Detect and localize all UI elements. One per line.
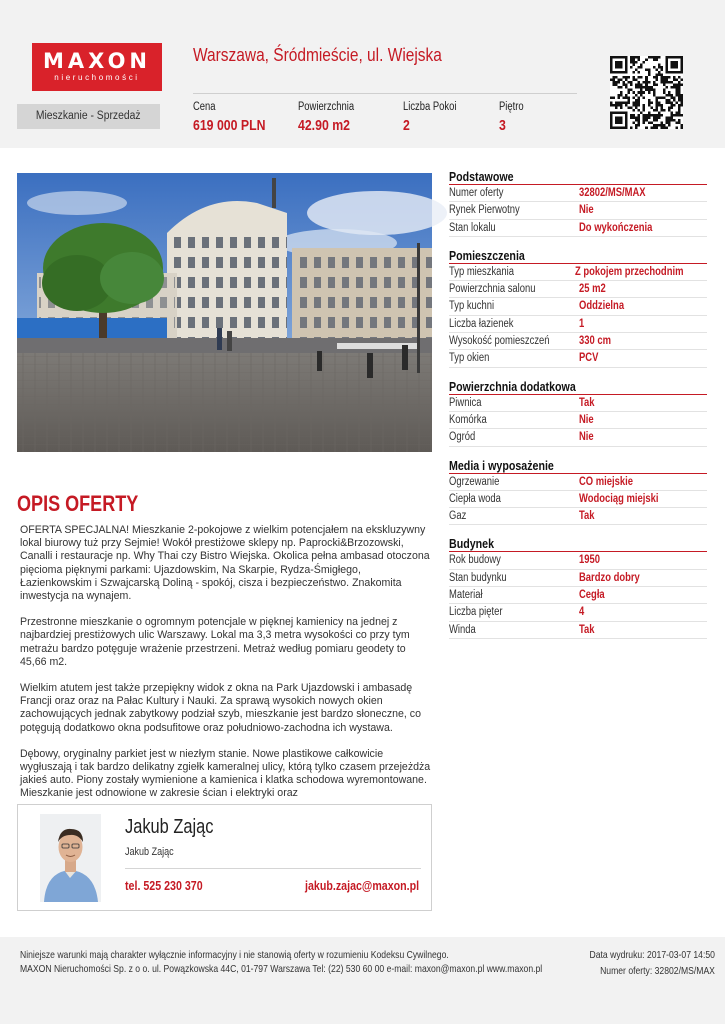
- detail-value-text: Tak: [579, 396, 595, 409]
- detail-row: [449, 316, 707, 333]
- stat-value: 2: [403, 117, 410, 134]
- footer-info: [20, 948, 542, 976]
- detail-row: [449, 350, 707, 367]
- detail-key-text: Ogrzewanie: [449, 475, 500, 488]
- detail-row: [449, 281, 707, 298]
- agent-email-link[interactable]: jakub.zajac@maxon.pl: [304, 878, 419, 893]
- page-footer: [0, 937, 725, 1024]
- stat-label: Cena: [193, 101, 216, 113]
- detail-row: [449, 202, 707, 219]
- detail-row: [449, 552, 707, 569]
- description-paragraph: OFERTA SPECJALNA! Mieszkanie 2-pokojowe z wielkim potencjałem na ekskluzywny lokal biurowy tuż przy Sejmie! Wokół prestiżowe sklepy np. Paprocki&Brzozowski, Canalli i restauracje np. Why Thai czy Bistro Wiejska. Okolica pełna ambasad otoczona pięcioma pięknymi parkami: Ujazdowskim, Na Skarpie, Rydza-Śmigłego, Łazienkowskim i Szwajcarską Doliną - spokój, cisza i bezpieczeństwo. Znakomita inwestycja na wynajem.: [20, 524, 430, 603]
- detail-value-text: Tak: [579, 510, 595, 523]
- detail-value-text: 32802/MS/MAX: [579, 187, 646, 199]
- detail-value: [579, 604, 707, 620]
- stat-price: [193, 101, 281, 134]
- detail-value: [579, 395, 707, 411]
- qr-code-icon[interactable]: [610, 56, 683, 129]
- detail-key-text: Winda: [449, 623, 476, 636]
- detail-key: [449, 281, 579, 297]
- detail-value: [579, 508, 707, 524]
- maxon-logo: [32, 43, 162, 91]
- detail-key-text: Stan budynku: [449, 571, 507, 584]
- detail-value-text: Nie: [579, 204, 594, 217]
- stat-label: Piętro: [499, 101, 524, 113]
- detail-value-text: Tak: [579, 623, 595, 636]
- detail-value-text: Bardzo dobry: [579, 571, 640, 584]
- footer-company: MAXON Nieruchomości Sp. z o o. ul. Powązkowska 44C, 01-797 Warszawa Tel: (22) 530 60 00 e-mail: maxon@maxon.pl www.maxon.pl: [20, 963, 543, 975]
- detail-value: [579, 474, 707, 490]
- section-title: [449, 378, 707, 395]
- section-title: [449, 535, 707, 552]
- detail-row: [449, 185, 707, 202]
- detail-value-text: CO miejskie: [579, 475, 633, 488]
- footer-meta: [590, 948, 715, 978]
- description-text: [20, 524, 432, 800]
- detail-key: [449, 202, 579, 218]
- detail-key-text: Liczba łazienek: [449, 317, 514, 330]
- detail-value-text: Nie: [579, 431, 594, 444]
- detail-key: [449, 350, 579, 366]
- section-title: [449, 457, 707, 474]
- detail-key: [449, 298, 579, 314]
- details-section: [449, 378, 707, 447]
- detail-key: [449, 552, 579, 568]
- agent-card: [17, 804, 432, 911]
- stat-area: [298, 101, 366, 134]
- detail-value-text: Wodociąg miejski: [579, 492, 659, 505]
- detail-value: [575, 264, 707, 280]
- detail-key: [449, 220, 579, 236]
- detail-row: [449, 474, 707, 491]
- detail-value: [579, 350, 707, 366]
- detail-key: [449, 622, 579, 638]
- section-title-text: Media i wyposażenie: [449, 457, 554, 473]
- page-header: [0, 0, 725, 148]
- footer-print-date: Data wydruku: 2017-03-07 14:50: [589, 949, 715, 961]
- agent-phone-link[interactable]: tel. 525 230 370: [125, 878, 203, 893]
- detail-key-text: Materiał: [449, 589, 483, 602]
- detail-value: [579, 298, 707, 314]
- detail-key: [449, 474, 579, 490]
- detail-value: [579, 202, 707, 218]
- detail-value-text: Z pokojem przechodnim: [574, 265, 684, 278]
- detail-value: [579, 622, 707, 638]
- detail-row: [449, 298, 707, 315]
- stat-value: 42.90 m2: [298, 117, 350, 134]
- detail-value: [579, 587, 707, 603]
- detail-key-text: Numer oferty: [449, 187, 504, 199]
- detail-value-text: Nie: [579, 413, 594, 426]
- detail-value: [579, 333, 707, 349]
- stat-value: 3: [499, 117, 506, 134]
- agent-avatar: [40, 814, 101, 902]
- detail-value-text: Cegła: [579, 589, 605, 602]
- details-section: [449, 247, 707, 368]
- detail-value: [579, 570, 707, 586]
- stat-value: 619 000 PLN: [193, 117, 266, 134]
- detail-value: [579, 316, 707, 332]
- logo-subtitle: nieruchomości: [54, 73, 140, 82]
- detail-row: [449, 587, 707, 604]
- details-section: [449, 168, 707, 237]
- detail-key-text: Ciepła woda: [449, 492, 501, 505]
- details-section: [449, 457, 707, 526]
- details-section: [449, 535, 707, 638]
- section-title-text: Budynek: [449, 536, 495, 552]
- detail-value: [579, 491, 707, 507]
- description-paragraph: Przestronne mieszkanie o ogromnym potencjale w pięknej kamienicy na jednej z najbardziej prestiżowych ulic Warszawy. Lokal ma 3,3 metra wysokości co przy tym metrażu bardzo potęguje wrażenie przestrzeni. Metraż według pomiaru geodety to 45,66 m2.: [20, 616, 410, 668]
- detail-row: [449, 429, 707, 446]
- detail-key-text: Ogród: [449, 431, 476, 444]
- section-title-text: Powierzchnia dodatkowa: [449, 378, 576, 394]
- detail-value: [579, 552, 707, 568]
- detail-value-text: 25 m2: [579, 283, 606, 296]
- listing-type-badge: [17, 104, 160, 129]
- detail-key: [449, 604, 579, 620]
- detail-key: [449, 333, 579, 349]
- description-title: OPIS OFERTY: [17, 491, 139, 516]
- detail-value: [579, 412, 707, 428]
- detail-key-text: Typ mieszkania: [449, 265, 514, 278]
- property-address: Warszawa, Śródmieście, ul. Wiejska: [193, 45, 442, 65]
- detail-key: [449, 412, 579, 428]
- detail-row: [449, 220, 707, 237]
- agent-name: Jakub Zając: [125, 816, 214, 838]
- detail-key-text: Powierzchnia salonu: [449, 283, 536, 296]
- agent-divider: [125, 868, 421, 869]
- section-title: [449, 168, 707, 185]
- detail-value-text: Do wykończenia: [579, 221, 653, 234]
- detail-row: [449, 508, 707, 525]
- detail-value: [579, 429, 707, 445]
- detail-key: [449, 570, 579, 586]
- detail-key-text: Komórka: [449, 413, 487, 426]
- detail-value-text: PCV: [579, 352, 599, 365]
- property-photo[interactable]: [17, 173, 432, 452]
- description-paragraph: Wielkim atutem jest także przepiękny widok z okna na Park Ujazdowski i ambasadę Francji oraz oraz na Pałac Kultury i Nauki. Za sprawą wysokich nowych okien zachowujących jednak zabytkowy podział szyb, mieszkanie jest bardzo słoneczne, co potęgują dodatkowo okna podsufitowe oraz południowo-zachodna ich wystawa.: [20, 682, 422, 734]
- detail-value-text: 4: [579, 606, 585, 619]
- detail-row: [449, 395, 707, 412]
- agent-subtitle: Jakub Zając: [125, 846, 174, 858]
- listing-type-label: Mieszkanie - Sprzedaż: [36, 110, 141, 122]
- detail-value: [579, 185, 707, 201]
- detail-key: [449, 264, 575, 280]
- detail-key: [449, 587, 579, 603]
- stat-label: Powierzchnia: [298, 101, 355, 113]
- detail-key-text: Liczba pięter: [449, 606, 503, 619]
- detail-row: [449, 333, 707, 350]
- detail-key-text: Wysokość pomieszczeń: [449, 335, 550, 348]
- detail-key-text: Gaz: [449, 510, 467, 523]
- detail-key-text: Typ okien: [449, 352, 490, 365]
- footer-disclaimer: Niniejsze warunki mają charakter wyłącznie informacyjny i nie stanowią oferty w rozumieniu Kodeksu Cywilnego.: [20, 949, 449, 961]
- detail-row: [449, 264, 707, 281]
- detail-key: [449, 316, 579, 332]
- stat-label: Liczba Pokoi: [403, 101, 457, 113]
- detail-key-text: Stan lokalu: [449, 221, 496, 234]
- detail-row: [449, 570, 707, 587]
- detail-value-text: Oddzielna: [579, 300, 625, 313]
- section-title-text: Podstawowe: [449, 169, 514, 184]
- detail-key: [449, 395, 579, 411]
- detail-row: [449, 604, 707, 621]
- property-details: [449, 168, 707, 649]
- detail-key-text: Rok budowy: [449, 554, 501, 567]
- stat-rooms: [403, 101, 468, 134]
- section-title: [449, 247, 707, 264]
- detail-value-text: 330 cm: [579, 335, 611, 348]
- detail-key: [449, 508, 579, 524]
- section-title-text: Pomieszczenia: [449, 247, 525, 263]
- detail-row: [449, 622, 707, 639]
- description-paragraph: Dębowy, oryginalny parkiet jest w niezłym stanie. Nowe plastikowe całkowicie wygłuszają i tak bardzo delikatny zgiełk kameralnej ulicy, którą tylko czasem przejeżdża jakieś auto. Piony zostały wymienione a kamienica i klatka schodowa wyremontowane. Mieszkanie jest odnowione w zakresie ścian i elektryki oraz: [20, 747, 431, 800]
- detail-row: [449, 412, 707, 429]
- detail-value-text: 1: [579, 317, 585, 330]
- detail-key: [449, 185, 579, 201]
- detail-key-text: Piwnica: [449, 396, 482, 409]
- detail-row: [449, 491, 707, 508]
- detail-value: [579, 281, 707, 297]
- stat-floor: [499, 101, 529, 134]
- detail-key: [449, 429, 579, 445]
- footer-offer-number: Numer oferty: 32802/MS/MAX: [600, 965, 715, 977]
- logo-text: MAXON: [42, 49, 152, 73]
- detail-value: [579, 220, 707, 236]
- detail-key-text: Typ kuchni: [449, 300, 495, 313]
- detail-value-text: 1950: [579, 554, 600, 567]
- detail-key-text: Rynek Pierwotny: [449, 204, 520, 217]
- address-divider: [193, 93, 577, 94]
- detail-key: [449, 491, 579, 507]
